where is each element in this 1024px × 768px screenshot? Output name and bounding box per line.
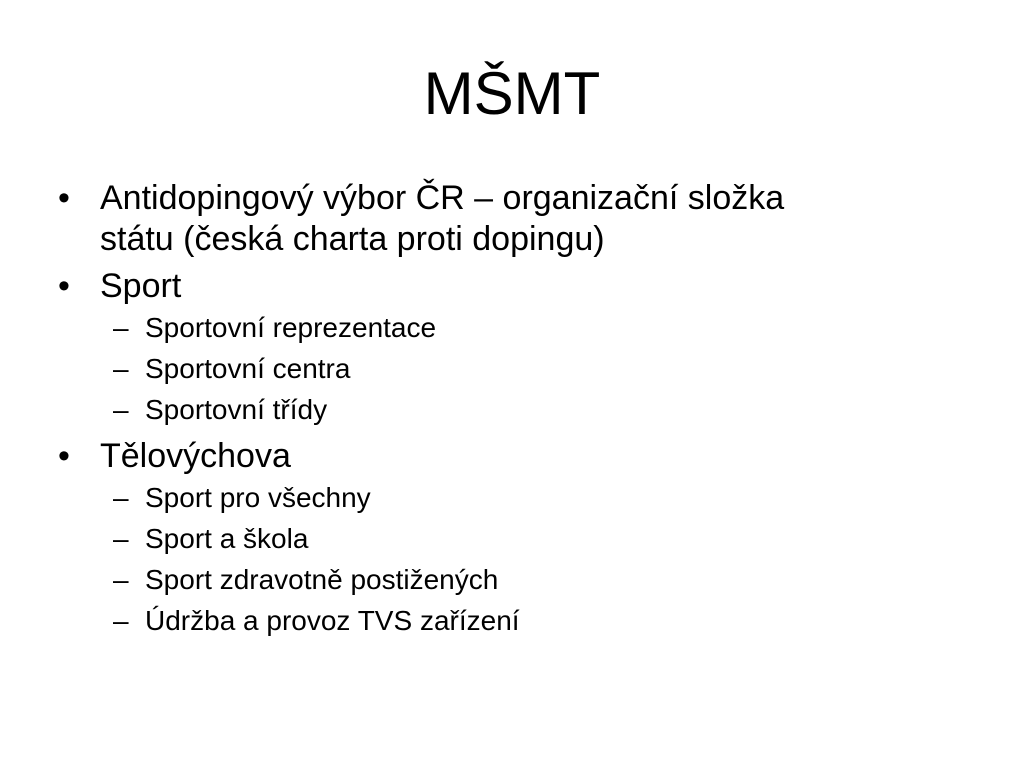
dash-marker: – xyxy=(113,353,129,384)
dash-marker: – xyxy=(113,523,129,554)
bullet-item-sport xyxy=(58,266,958,307)
dash-marker: – xyxy=(113,605,129,636)
sub-item-sportovni-reprezentace xyxy=(58,307,958,348)
sub-item-text: Sport a škola xyxy=(145,523,309,554)
sub-item-udrzba-a-provoz xyxy=(58,600,958,641)
dash-marker: – xyxy=(113,394,129,425)
sub-item-text: Sportovní třídy xyxy=(145,394,328,425)
bullet-text-line1: Antidopingový výbor ČR – organizační složka xyxy=(100,179,785,217)
sub-item-text: Sportovní centra xyxy=(145,353,351,384)
dash-marker: – xyxy=(113,312,129,343)
bullet-item-telovychova xyxy=(58,436,958,477)
bullet-list xyxy=(58,178,958,641)
sub-item-text: Sportovní reprezentace xyxy=(145,312,437,343)
bullet-marker: • xyxy=(58,267,70,305)
sub-item-text: Sport zdravotně postižených xyxy=(145,564,499,595)
sub-item-text: Údržba a provoz TVS zařízení xyxy=(145,605,520,636)
sub-item-sportovni-centra xyxy=(58,348,958,389)
sub-item-sport-zdravotne-postizenych xyxy=(58,559,958,600)
bullet-text-line2: státu (česká charta proti dopingu) xyxy=(100,220,605,258)
slide-title: MŠMT xyxy=(423,60,601,127)
sub-item-text: Sport pro všechny xyxy=(145,482,371,513)
bullet-marker: • xyxy=(58,179,70,217)
sub-item-sportovni-tridy xyxy=(58,389,958,430)
bullet-text: Tělovýchova xyxy=(100,437,291,475)
bullet-marker: • xyxy=(58,437,70,475)
bullet-text: Sport xyxy=(100,267,182,305)
dash-marker: – xyxy=(113,564,129,595)
sub-item-sport-a-skola xyxy=(58,518,958,559)
dash-marker: – xyxy=(113,482,129,513)
bullet-item-antidoping xyxy=(58,178,958,260)
sub-item-sport-pro-vsechny xyxy=(58,477,958,518)
